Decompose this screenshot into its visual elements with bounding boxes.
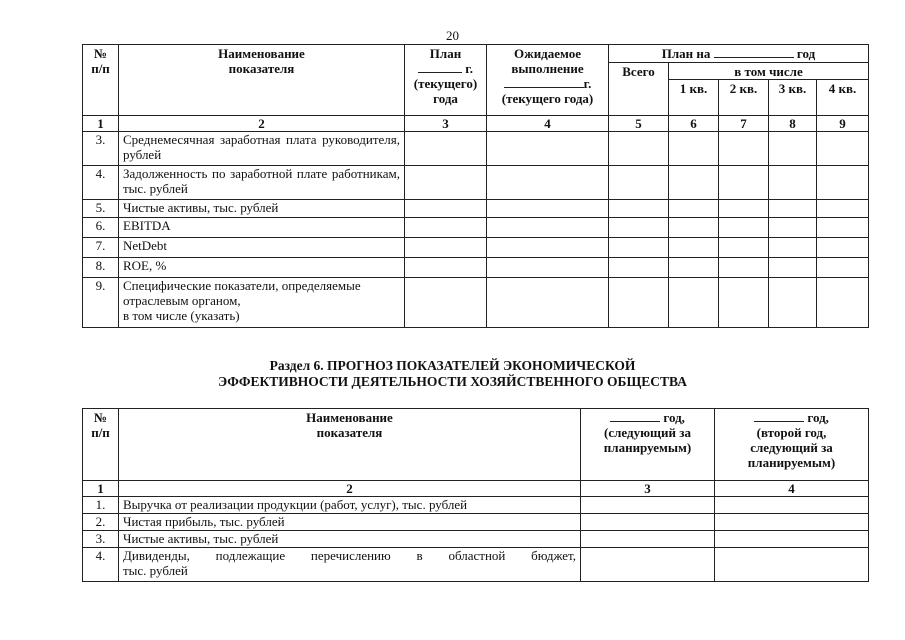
table-row: 3. Среднемесячная заработная плата руководителя, рублей <box>83 132 869 166</box>
table-row: 1. Выручка от реализации продукции (работ, услуг), тыс. рублей <box>83 497 869 514</box>
table-row: 5. Чистые активы, тыс. рублей <box>83 200 869 218</box>
header-next-year: год, (следующий за планируемым) <box>581 409 715 481</box>
column-numbers-row: 1 2 3 4 <box>83 481 869 497</box>
table-row: 9. Специфические показатели, определяемые отраслевым органом, в том числе (указать) <box>83 278 869 328</box>
header-name: Наименование показателя <box>119 409 581 481</box>
table-row: 4. Задолженность по заработной плате работникам, тыс. рублей <box>83 166 869 200</box>
table-row: 7. NetDebt <box>83 238 869 258</box>
header-name: Наименование показателя <box>119 45 405 116</box>
header-num: № п/п <box>83 45 119 116</box>
section-6-title: Раздел 6. ПРОГНОЗ ПОКАЗАТЕЛЕЙ ЭКОНОМИЧЕСКОЙ ЭФФЕКТИВНОСТИ ДЕЯТЕЛЬНОСТИ ХОЗЯЙСТВЕННОГО ОБЩЕСТВА <box>218 358 687 389</box>
page-number: 20 <box>446 28 459 43</box>
table-row: 3. Чистые активы, тыс. рублей <box>83 531 869 548</box>
header-expected-execution: Ожидаемое выполнение г. (текущего года) <box>487 45 609 116</box>
table-row: 4. Дивиденды, подлежащие перечислению в областной бюджет, тыс. рублей <box>83 548 869 582</box>
header-plan-current-year: План г. (текущего) года <box>405 45 487 116</box>
column-numbers-row: 1 2 3 4 5 6 7 8 9 <box>83 116 869 132</box>
header-second-year: год, (второй год, следующий за планируемым) <box>715 409 869 481</box>
dividends-cell: Дивиденды, подлежащие перечислению в областной бюджет, тыс. рублей <box>119 548 581 582</box>
header-including: в том числе <box>669 63 869 80</box>
header-q2: 2 кв. <box>719 80 769 116</box>
performance-plan-table <box>82 44 869 328</box>
header-q4: 4 кв. <box>817 80 869 116</box>
header-q3: 3 кв. <box>769 80 817 116</box>
header-plan-on-year: План на год <box>609 45 869 63</box>
table-row: 6. EBITDA <box>83 218 869 238</box>
header-total: Всего <box>609 63 669 116</box>
table-row: 2. Чистая прибыль, тыс. рублей <box>83 514 869 531</box>
header-q1: 1 кв. <box>669 80 719 116</box>
header-num: № п/п <box>83 409 119 481</box>
table-row: 8. ROE, % <box>83 258 869 278</box>
economic-forecast-table <box>82 408 869 582</box>
specific-indicators-cell: Специфические показатели, определяемые отраслевым органом, в том числе (указать) <box>119 278 405 328</box>
